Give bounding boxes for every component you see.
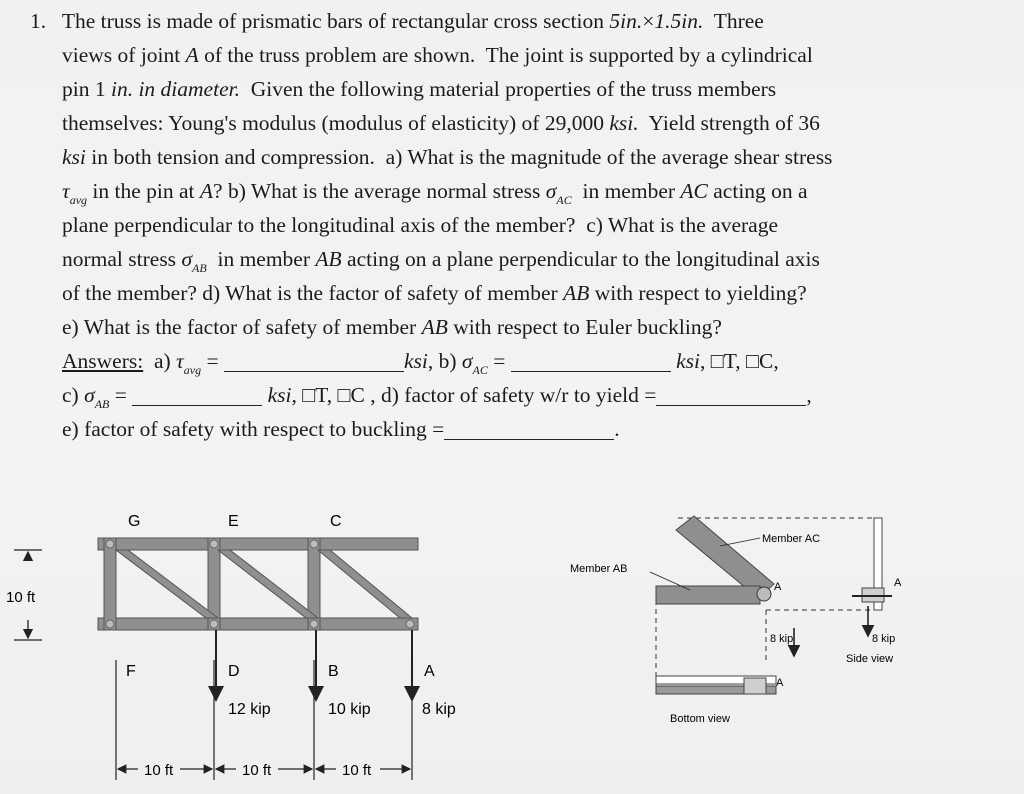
member-ab-label: Member AB: [570, 563, 628, 575]
span-label-3: 10 ft: [342, 762, 372, 779]
compression-checkbox[interactable]: □C: [746, 349, 774, 373]
label-c: C: [330, 513, 342, 530]
problem-line-9: of the member? d) What is the factor of safety of member AB with respect to yielding?: [62, 281, 807, 305]
problem-line-6: $\tau_{avg}$ in the pin at A? b) What is the average normal stress $\sigma_{AC}$ in member AC acting on a: [62, 179, 808, 207]
member-ab-bar: [656, 586, 760, 604]
diagonal-ca: [318, 550, 412, 618]
span-label-2: 10 ft: [242, 762, 272, 779]
load-label-a: 8 kip: [422, 701, 456, 718]
answer-e-blank[interactable]: [444, 423, 614, 440]
label-b: B: [328, 663, 339, 680]
answers-line-2: c) $\sigma_{AB}$ = ksi, □T, □C , d) factor of safety w/r to yield = ,: [62, 383, 812, 411]
label-a: A: [424, 663, 435, 680]
truss: [98, 538, 418, 630]
label-g: G: [128, 513, 141, 530]
load-label-b: 10 kip: [328, 701, 371, 718]
member-ac-label: Member AC: [762, 533, 821, 545]
label-d: D: [228, 663, 240, 680]
svg-text:A: A: [894, 577, 902, 589]
bottom-chord: [98, 618, 418, 630]
compression-checkbox-c[interactable]: □C: [337, 383, 365, 407]
detail-load-label: 8 kip: [770, 633, 794, 645]
side-view-label: Side view: [846, 653, 894, 665]
answer-b-blank[interactable]: [511, 355, 671, 372]
label-e: E: [228, 513, 239, 530]
answers-line-3: e) factor of safety with respect to buckling = .: [62, 417, 620, 441]
top-chord: [98, 538, 418, 550]
vertical-g: [104, 538, 116, 630]
load-label-d: 12 kip: [228, 701, 271, 718]
answer-d-blank[interactable]: [656, 389, 806, 406]
answers-label: Answers:: [62, 349, 144, 373]
diagonal-ec: [218, 550, 318, 618]
tension-checkbox-c[interactable]: □T: [302, 383, 327, 407]
problem-text: [30, 4, 1020, 446]
answer-a-blank[interactable]: [224, 355, 404, 372]
answer-c-blank[interactable]: [132, 389, 262, 406]
svg-text:A: A: [776, 677, 784, 689]
bottom-view-label: Bottom view: [670, 713, 730, 725]
problem-line-2: views of joint A of the truss problem are shown. The joint is supported by a cylindrical: [62, 43, 813, 67]
svg-text:A: A: [774, 581, 782, 593]
pin-a: [757, 587, 771, 601]
answers-line-1: Answers: a) $\tau_{avg}$ = ksi, b) $\sigma_{AC}$ = ksi, □T, □C,: [62, 349, 779, 377]
span-label-1: 10 ft: [144, 762, 174, 779]
height-label: 10 ft: [6, 589, 36, 606]
problem-line-7: plane perpendicular to the longitudinal axis of the member? c) What is the average: [62, 213, 779, 237]
problem-line-8: normal stress $\sigma_{AB}$ in member AB acting on a plane perpendicular to the longitudinal axis: [62, 247, 820, 275]
tension-checkbox[interactable]: □T: [710, 349, 736, 373]
joint-detail: [570, 516, 902, 725]
problem-line-3: pin 1 in. in diameter. Given the following material properties of the truss members: [62, 77, 777, 101]
side-load-label: 8 kip: [872, 633, 896, 645]
label-f: F: [126, 663, 136, 680]
problem-line-5: ksi in both tension and compression. a) What is the magnitude of the average shear stress: [62, 145, 833, 169]
problem-line-4: themselves: Young's modulus (modulus of elasticity) of 29,000 ksi. Yield strength of 36: [62, 111, 820, 135]
diagonal-ge: [116, 550, 218, 618]
problem-line-10: e) What is the factor of safety of member AB with respect to Euler buckling?: [62, 315, 722, 339]
problem-number: 1.: [30, 9, 47, 33]
truss-figure: [0, 490, 1024, 794]
problem-line-1: 1. The truss is made of prismatic bars of rectangular cross section 5in.×1.5in. Three: [30, 9, 764, 33]
